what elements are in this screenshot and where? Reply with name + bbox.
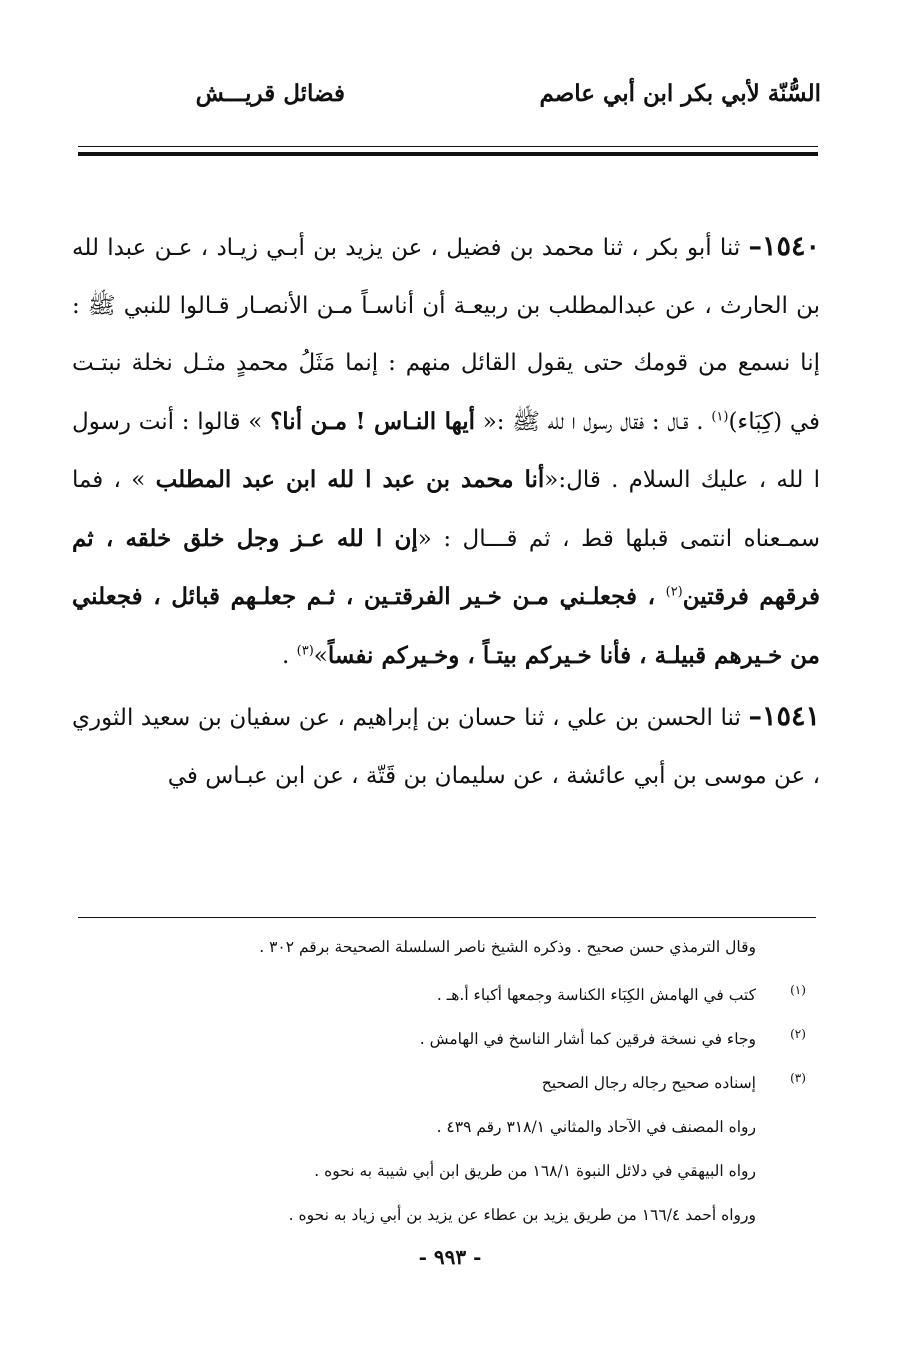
footnote-ref-3: (٣) [296,642,314,658]
footnote-text: ورواه أحمد ١٦٦/٤ من طريق يزيد بن عطاء عن يزيد بن أبي زياد به نحوه . [288,1206,756,1224]
footnote-text: كتب في الهامش الكِبَاء الكناسة وجمعها أكباء أ.هـ . [436,986,756,1004]
footnote-number: (٣) [790,1071,806,1085]
footnote-3-line [78,1154,816,1188]
running-header-book-title: السُّنّة لأبي بكر ابن أبي عاصم [539,80,821,107]
footnote-number: (٢) [790,1027,806,1041]
footnote-text: رواه المصنف في الآحاد والمثاني ٣١٨/١ رقم ٤٣٩ . [436,1118,756,1136]
hadith-text: » [313,642,328,669]
hadith-quote-bold: إن ا لله عـز وجل خلق خلقه ، ثم فرقهم فرقتين [72,524,820,610]
footnote-text: وقال الترمذي حسن صحيح . وذكره الشيخ ناصر السلسلة الصحيحة برقم ٣٠٢ . [259,938,756,956]
footnote-continued [78,930,816,964]
hadith-text: » ، فما سمـعناه انتمى قبلها قط ، ثم قـــال : « [72,467,820,552]
hadith-1540 [72,218,820,685]
hadith-dash: – [748,701,762,732]
footnote-number: (١) [790,983,806,997]
header-rule-thin [78,146,818,147]
hadith-text: . قـال : فقال رسول ا لله ﷺ :« [475,408,712,435]
hadith-quote-bold: ، فجعلـني مـن خـير الفرقتـين ، ثـم جعلـهم قبائل ، فجعلني من خـيرهم قبيلـة ، فأنا خـيركم بيتـاً ، وخـيركم نفساً [72,583,820,669]
footnote-text: رواه البيهقي في دلائل النبوة ١٦٨/١ من طريق ابن أبي شيبة به نحوه . [314,1162,756,1180]
running-header-chapter-title: فضائل قريـــش [195,80,345,107]
hadith-text: ثنا الحسن بن علي ، ثنا حسان بن إبراهيم ، عن سفيان بن سعيد الثوري ، عن موسى بن أبي عائشة ، عن سليمان بن قَتّة ، عن ابن عبـاس في [72,705,820,789]
footnote-2 [78,1022,816,1056]
hadith-number: ١٥٤١ [761,701,820,732]
footnote-3-line [78,1198,816,1232]
footnote-3 [78,1066,816,1100]
hadith-text: ثنا أبو بكر ، ثنا محمد بن فضيل ، عن يزيد بن أبـي زيـاد ، عـن عبدا لله بن الحارث ، عن عبدالمطلب بن ربيعـة أن أناسـاً مـن الأنصـار قـالوا للنبي ﷺ : إنا نسمع من قومك حتى يقول القائل منهم : إنما مَثَلُ محمدٍ مثـل نخلة نبتـت في (كِبَاء) [72,235,821,435]
hadith-1541 [72,688,820,805]
hadith-text: . [282,642,297,669]
footnote-separator [78,917,816,918]
hadith-text: » قالوا : أنت رسول ا لله ، عليك السلام . قال:« [72,408,820,493]
hadith-number: ١٥٤٠ [761,231,820,262]
footnote-ref-2: (٢) [665,584,683,600]
page-number: - ٩٩٣ - [418,1245,482,1269]
main-text [72,218,820,805]
hadith-quote-bold: أنا محمد بن عبد ا لله ابن عبد المطلب [155,466,545,493]
footnote-3-line [78,1110,816,1144]
hadith-dash: – [748,231,762,262]
footnote-ref-1: (١) [711,408,729,424]
header-rule-thick [78,152,818,156]
footnote-text: وجاء في نسخة فرقين كما أشار الناسخ في الهامش . [419,1030,756,1048]
footnote-1 [78,978,816,1012]
hadith-quote-bold: أيها النـاس ! مـن أنا؟ [270,407,475,435]
footnote-text: إسناده صحيح رجاله رجال الصحيح [541,1074,756,1092]
